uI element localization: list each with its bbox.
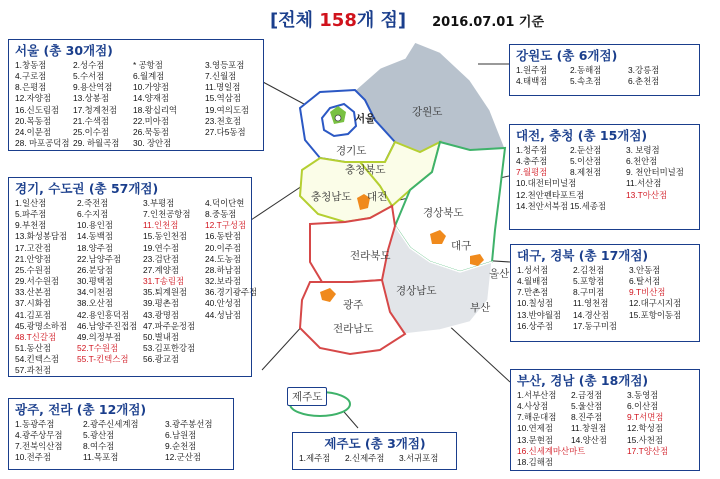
store-item: 8.구미점: [573, 287, 605, 298]
store-item: 6.월계점: [133, 71, 165, 82]
store-item: 11.명일점: [205, 82, 241, 93]
store-item: 29.서수원점: [15, 276, 60, 287]
store-item: 10.가양점: [133, 82, 169, 93]
store-item: 18.양주점: [77, 242, 113, 253]
store-item: 21.수색점: [73, 115, 109, 126]
store-item: 1.제주점: [299, 453, 331, 463]
region-box-gyeonggi: [8, 177, 258, 377]
store-item: 6.탈서점: [629, 276, 661, 287]
store-item: 6.남원점: [165, 430, 197, 441]
region-box-gwangju: [8, 398, 234, 470]
store-item: 2.죽전점: [77, 198, 109, 208]
store-item-empty: [143, 365, 203, 376]
region-title-gwangju: 광주, 전라 (총 12개점): [15, 402, 147, 417]
store-item: 37.시화점: [15, 298, 51, 309]
map-label-daejeon: 대전: [367, 191, 388, 203]
store-item: 29. 하월곡점: [73, 138, 120, 149]
store-item: 1.원주점: [516, 65, 548, 75]
store-item: 11.인천점: [143, 220, 179, 231]
region-box-daegu: [510, 244, 700, 342]
store-item: 51.동산점: [15, 343, 51, 354]
store-item-empty: [570, 178, 624, 189]
store-item: 4.사상점: [517, 401, 549, 412]
store-item: 23.검단점: [143, 253, 179, 264]
store-item: 16.신도림점: [15, 104, 60, 115]
store-item: 11.창원점: [571, 423, 607, 434]
store-item: 2.동해점: [570, 65, 602, 75]
store-item: 3. 보령점: [626, 145, 660, 155]
store-item: 3.동영점: [627, 390, 659, 400]
store-item: 2.둔산점: [570, 145, 602, 155]
store-item: 18.왕십리역: [133, 104, 178, 115]
store-item: 3.광주봉선점: [165, 419, 213, 429]
region-box-jeju: [292, 432, 457, 470]
store-item: 2.성수점: [73, 60, 105, 70]
store-item-empty: [571, 457, 625, 468]
store-item: 27.계양점: [143, 264, 179, 275]
store-item: 6.이산점: [627, 401, 659, 412]
store-item: 43.광명점: [143, 309, 179, 320]
reference-date: 2016.07.01 기준: [432, 15, 545, 30]
map-label-jeonnam: 전라남도: [333, 323, 374, 335]
store-item: 26.묵동점: [133, 126, 169, 137]
map-label-jeju: 제주도: [287, 387, 327, 406]
map-label-gyeonggi: 경기도: [336, 145, 367, 157]
store-item: 4.구로점: [15, 71, 47, 82]
store-item: 30.평택점: [77, 276, 113, 287]
store-item: 7.만촌점: [517, 287, 549, 298]
store-item: 27.다5동점: [205, 126, 246, 137]
title-suffix: 개 점]: [356, 10, 407, 31]
store-item: 3.영등포점: [205, 60, 245, 70]
store-item: 10.연제점: [517, 423, 553, 434]
store-item-empty: [571, 446, 625, 457]
store-item: 10.전주점: [15, 452, 51, 463]
page-header: [270, 6, 544, 32]
store-item: 26.분당점: [77, 264, 113, 275]
store-item: 14.양산점: [571, 434, 607, 445]
store-item: 2.금정점: [571, 390, 603, 400]
store-item: 19.여의도점: [205, 104, 250, 115]
store-item: 12.T구성점: [205, 220, 247, 231]
store-item: 16.상주점: [517, 320, 553, 331]
store-item: 57.과천점: [15, 365, 51, 376]
store-item: 46.남양주진접점: [77, 320, 138, 331]
store-item: 56.광교점: [143, 354, 179, 365]
store-item: 10.칠성점: [517, 298, 553, 309]
title-prefix: [전체: [270, 10, 320, 31]
region-box-daejeon: [509, 124, 700, 230]
store-item: 32.보라점: [205, 276, 241, 287]
map-label-ulsan: 울산: [489, 268, 510, 280]
store-item: 24.도농점: [205, 253, 241, 264]
store-item: 38.오산점: [77, 298, 113, 309]
store-item: 4.충주점: [516, 156, 548, 167]
map-label-gyeongnam: 경상남도: [396, 285, 437, 297]
store-item: 20.이주점: [205, 242, 241, 253]
store-item: 5.울산점: [571, 401, 603, 412]
store-item-empty: [77, 365, 141, 376]
store-item: 3.강릉점: [628, 65, 660, 75]
store-item: 9.부천점: [15, 220, 47, 231]
store-item-empty: [205, 343, 257, 354]
store-item-empty: [205, 321, 257, 332]
store-item: 14.양재점: [133, 93, 169, 104]
store-item: 8.여수점: [83, 441, 115, 452]
store-item: 33.산본점: [15, 287, 51, 298]
store-item: 28. 마포공덕점: [15, 138, 70, 149]
store-item: 18.김해점: [517, 456, 553, 467]
store-item: 16.신세계마산마트: [517, 445, 586, 456]
store-item: 1.창동점: [15, 60, 47, 70]
store-item: 7.인천공항점: [143, 209, 191, 220]
store-item: 5.이산점: [570, 156, 602, 167]
store-item: 35.퇴계원점: [143, 287, 188, 298]
store-item: 21.안양점: [15, 253, 51, 264]
store-item: 5.파주점: [15, 209, 47, 220]
store-item: 13.반야월점: [517, 309, 562, 320]
store-item: 6.춘천점: [628, 76, 660, 87]
map-label-chungnam: 충청남도: [311, 191, 352, 203]
store-item: 9.T서면점: [627, 412, 664, 423]
store-item: 17.청계천점: [73, 104, 118, 115]
store-list-gyeonggi: [15, 198, 258, 377]
store-list-gangwon: [516, 65, 694, 87]
store-item: 13.T아산점: [626, 189, 668, 200]
store-item: 45.광명소하점: [15, 320, 68, 331]
store-item: 23.천호점: [205, 115, 241, 126]
store-item: 19.연수점: [143, 242, 179, 253]
store-item: 8.진주점: [571, 412, 603, 423]
store-item: 9.용산역점: [73, 82, 113, 93]
store-item: 25.수원점: [15, 264, 51, 275]
store-item: 24.이문점: [15, 126, 51, 137]
store-item: 12.천안펜타포트점: [516, 189, 585, 200]
region-title-seoul: 서울 (총 30개점): [15, 43, 113, 58]
store-item: 20.목동점: [15, 115, 51, 126]
map-label-gwangju: 광주: [343, 299, 364, 311]
store-item: 15.사천점: [627, 434, 663, 445]
store-item: 1.청주점: [516, 145, 548, 155]
store-item-empty: [570, 190, 624, 201]
seoul-marker: [335, 115, 341, 121]
store-item: * 공항점: [133, 60, 163, 70]
region-title-daegu: 대구, 경북 (총 17개점): [517, 248, 649, 263]
store-item: 15.포항이동점: [629, 309, 682, 320]
store-item: 7.월평점: [516, 167, 548, 178]
store-item: 1.성서점: [517, 265, 549, 275]
store-item: 8.중동점: [205, 209, 237, 220]
store-item: 52.T수원점: [77, 343, 119, 354]
store-item: 53.김포한강점: [143, 343, 196, 354]
title-store-count: 158: [319, 10, 357, 31]
store-item: 6.수지점: [77, 209, 109, 220]
store-item-empty: [205, 332, 257, 343]
region-title-gyeonggi: 경기, 수도권 (총 57개점): [15, 181, 159, 196]
store-list-seoul: [15, 60, 258, 149]
store-item: 7.신월점: [205, 71, 237, 82]
store-item: 2.광주신세계점: [83, 419, 139, 429]
store-item: 30. 장안점: [133, 138, 172, 149]
store-item: 15.동인천점: [143, 231, 188, 242]
region-box-gangwon: [509, 44, 700, 96]
store-item: 5.수서점: [73, 71, 105, 82]
store-item-empty: [205, 354, 257, 365]
map-label-seoul: 서울: [355, 113, 376, 125]
store-item: 22.남양주점: [77, 253, 122, 264]
store-item: 49.의정부점: [77, 331, 122, 342]
store-item: 9.T비산점: [629, 287, 666, 298]
store-item: 48.T신갈점: [15, 331, 57, 342]
map-label-busan: 부산: [470, 302, 491, 314]
store-item-empty: [205, 365, 257, 376]
store-item: 3.부평점: [143, 198, 175, 208]
store-item: 2.김천점: [573, 265, 605, 275]
store-item: 11.목포점: [83, 452, 119, 463]
store-item: 15.역삼점: [205, 93, 241, 104]
store-item: 4.광주상무점: [15, 430, 63, 441]
store-list-daegu: [517, 265, 694, 332]
store-list-gwangju: [15, 419, 228, 464]
store-item: 9.순천점: [165, 441, 197, 452]
store-item: 47.파주운정점: [143, 320, 196, 331]
store-item: 50.별내점: [143, 331, 179, 342]
map-label-chungbuk: 충청북도: [345, 164, 386, 176]
store-item: 14.동백점: [77, 231, 113, 242]
store-item: 25.이수점: [73, 126, 109, 137]
store-list-busan: [517, 390, 694, 468]
store-item: 7.해운대점: [517, 412, 557, 423]
store-item: 5.속초점: [570, 76, 602, 87]
store-item: 40.안성점: [205, 298, 241, 309]
store-item: 3.안동점: [629, 265, 661, 275]
store-item: 39.평촌점: [143, 298, 179, 309]
region-title-jeju: 제주도 (총 3개점): [324, 436, 426, 451]
map-label-gangwon: 강원도: [412, 106, 443, 118]
store-item: 12.자양점: [15, 93, 51, 104]
region-box-busan: [510, 369, 700, 471]
store-item: 8.제천점: [570, 167, 602, 178]
store-item: 16.동탄점: [205, 231, 241, 242]
region-title-busan: 부산, 경남 (총 18개점): [517, 373, 649, 388]
store-item: 17.T양산점: [627, 445, 669, 456]
store-item: 4.월배점: [517, 276, 549, 287]
store-item: 17.고잔점: [15, 242, 51, 253]
store-item: 5.포항점: [573, 276, 605, 287]
map-label-daegu: 대구: [451, 240, 472, 252]
store-item: 54.킨텍스점: [15, 354, 60, 365]
store-item: 9. 천안터미널점: [626, 167, 684, 178]
store-item: 22.미아점: [133, 115, 169, 126]
store-item: 14.천안서북점: [516, 200, 569, 211]
store-item: 4.덕이단현: [205, 198, 245, 208]
store-item-empty: [626, 201, 700, 212]
store-item: 4.태백점: [516, 76, 548, 87]
store-item: 13.문현점: [517, 434, 553, 445]
store-item: 14.경산점: [573, 309, 609, 320]
store-item: 5.광산점: [83, 430, 115, 441]
map-label-jeonbuk: 전라북도: [350, 250, 391, 262]
map-label-gyeongbuk: 경상북도: [423, 207, 464, 219]
store-item: 36.경기광주점: [205, 287, 258, 298]
store-item: 13.화성봉담점: [15, 231, 68, 242]
store-item: 41.김포점: [15, 309, 51, 320]
store-item: 12.대구시지점: [629, 298, 682, 309]
store-item: 1.동광주점: [15, 419, 55, 429]
store-item: 10.대전터미널점: [516, 178, 577, 189]
store-item: 6.천안점: [626, 156, 658, 167]
store-item: 8.은평점: [15, 82, 47, 93]
store-list-daejeon: [516, 145, 694, 212]
store-item: 2.신제주점: [345, 453, 385, 463]
store-item: 44.성남점: [205, 309, 241, 320]
page-title: [270, 6, 406, 32]
store-item: 42.용인흥덕점: [77, 309, 130, 320]
store-item: 15.세종점: [570, 200, 606, 211]
region-title-gangwon: 강원도 (총 6개점): [516, 48, 618, 63]
store-item: 1.일산점: [15, 198, 47, 208]
store-item: 17.동구미점: [573, 320, 618, 331]
region-title-daejeon: 대전, 충청 (총 15개점): [516, 128, 648, 143]
store-item: 10.용인점: [77, 220, 113, 231]
store-item-empty: [629, 321, 701, 332]
store-item: 7.전북익산점: [15, 441, 63, 452]
store-item: 55.T-킨텍스점: [77, 354, 129, 365]
store-item: 11.서산점: [626, 178, 662, 189]
store-item: 28.하남점: [205, 264, 241, 275]
region-box-seoul: [8, 39, 264, 151]
store-item: 31.T송림점: [143, 276, 185, 287]
store-item: 12.군산점: [165, 452, 201, 463]
store-item: 11.영천점: [573, 298, 609, 309]
store-item: 3.서귀포점: [399, 453, 439, 463]
store-item: 1.서부산점: [517, 390, 557, 400]
store-item: 12.학성점: [627, 423, 663, 434]
store-item: 13.상봉점: [73, 93, 109, 104]
store-item-empty: [627, 457, 701, 468]
store-item: 34.이천점: [77, 287, 113, 298]
store-list-jeju: [299, 453, 451, 464]
